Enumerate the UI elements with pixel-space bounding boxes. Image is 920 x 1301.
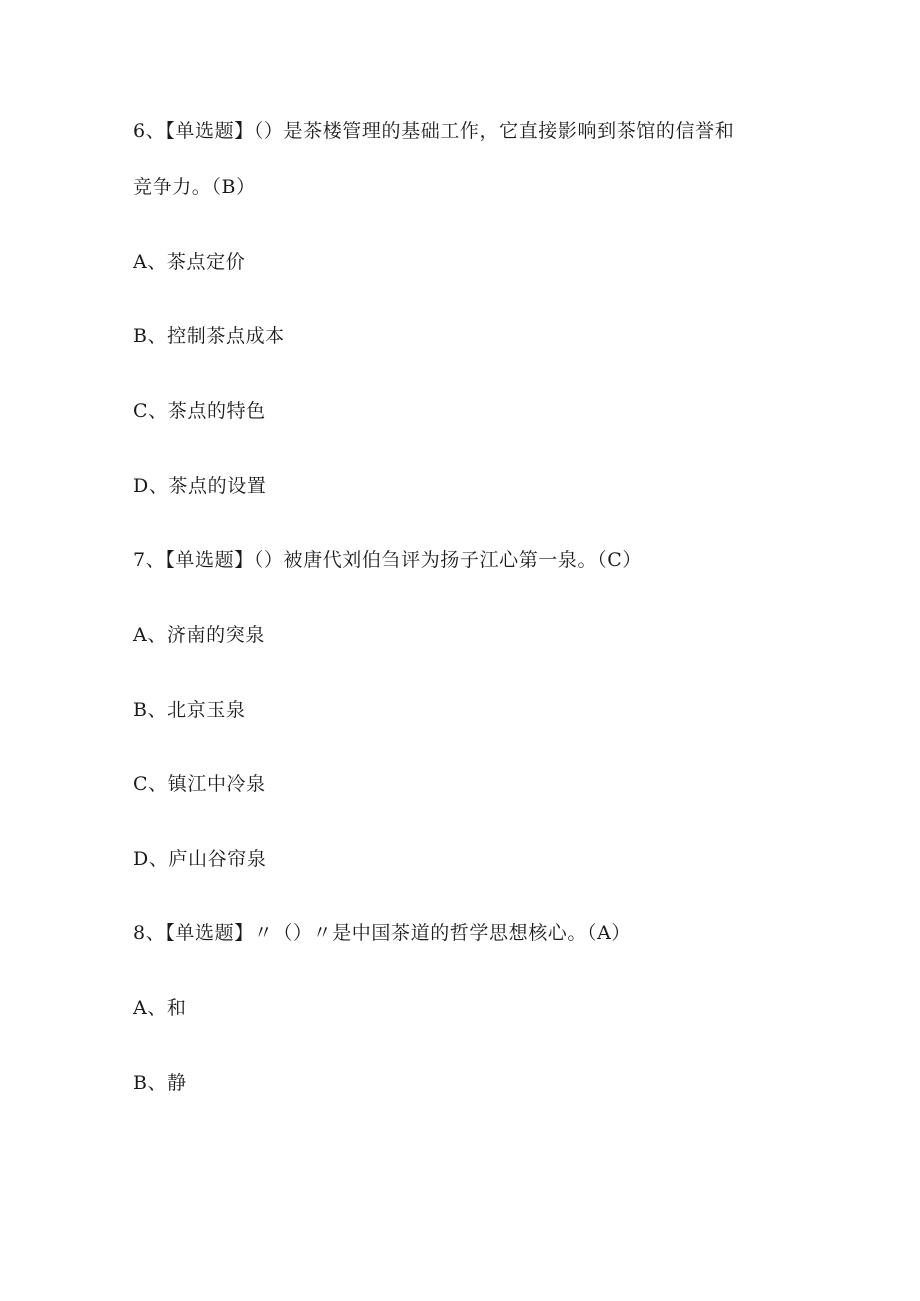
question-7-line-1: 7、【单选题】（）被唐代刘伯刍评为扬子江心第一泉。（C）: [133, 549, 642, 571]
question-8-option-b: B、静: [133, 1072, 187, 1094]
question-6-option-b: B、控制茶点成本: [133, 325, 285, 347]
question-6-line-1: 6、【单选题】（）是茶楼管理的基础工作，它直接影响到茶馆的信誉和: [133, 120, 735, 142]
question-7-option-c: C、镇江中冷泉: [133, 773, 266, 795]
question-7-option-a: A、济南的突泉: [133, 624, 265, 646]
question-8-line-1: 8、【单选题】〃（）〃是中国茶道的哲学思想核心。（A）: [133, 922, 632, 944]
question-6-option-c: C、茶点的特色: [133, 400, 266, 422]
question-7-option-b: B、北京玉泉: [133, 699, 246, 721]
question-6-option-a: A、茶点定价: [133, 251, 246, 273]
question-7-option-d: D、庐山谷帘泉: [133, 848, 267, 870]
question-6-line-2: 竞争力。（B）: [133, 176, 256, 198]
question-6-option-d: D、茶点的设置: [133, 475, 267, 497]
question-8-option-a: A、和: [133, 997, 187, 1019]
